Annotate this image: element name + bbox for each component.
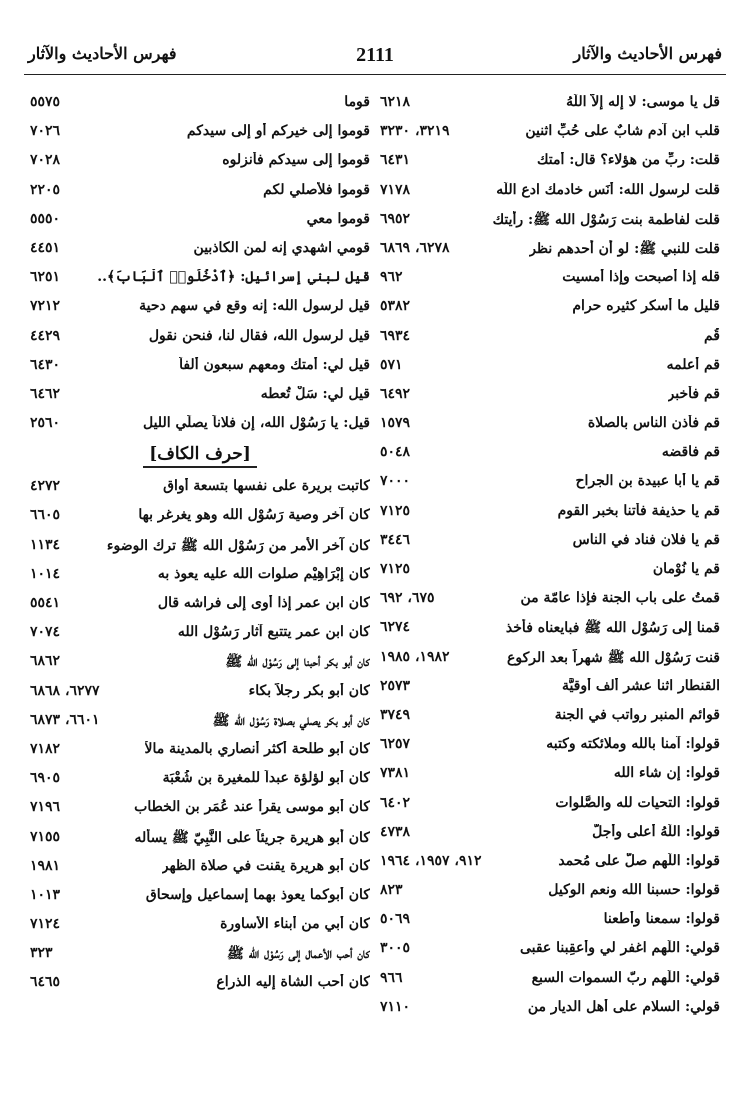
entry-text: قولوا: التحيات لله والصَّلوات [555,794,720,811]
entry-reference-number: ١٠١٤ [30,565,61,582]
entry-text: كان أبو هريرة يقنت في صلاة الظهر [161,857,370,874]
index-column-right [380,90,720,1024]
entry-reference-number: ٥٥٧٥ [30,94,61,110]
entry-text: قيل لرسول الله، فقال لنا، فنحن نقول [148,327,370,344]
index-entry [30,562,370,591]
index-entry [380,732,720,761]
entry-text: قولوا: سمعنا وأطعنا [603,911,720,928]
entry-text: كان أبو بكر رجلاً بكاء [248,682,370,699]
index-entry [380,528,720,557]
index-entry [30,503,370,532]
section-heading [30,440,370,474]
entry-text: قوموا إلى خيركم أو إلى سيدكم [186,123,370,140]
entry-text: قم يا أبا عبيدة بن الجراح [575,473,720,490]
index-entry [30,737,370,766]
index-entry [30,941,370,970]
entry-text: قُم [703,327,720,344]
entry-reference-number: ٦٢١٨ [380,94,411,110]
index-entry [30,207,370,236]
entry-reference-number: ٧١٢٤ [30,916,61,933]
section-heading-text: [حرف الكاف] [143,444,257,468]
entry-reference-number: ٥٠٦٩ [380,911,411,928]
entry-reference-number: ٣٠٠٥ [380,940,411,957]
index-entry [380,499,720,528]
entry-text: قومي اشهدي إنه لمن الكاذبين [193,239,370,256]
index-entry [30,324,370,353]
index-entry [30,236,370,265]
index-entry [30,294,370,323]
index-entry [380,207,720,236]
index-entry [380,294,720,323]
entry-text: كان أبو بكر أحبنا إلى رَسُوْل الله ﷺ [225,654,370,671]
entry-reference-number: ٦٤٣١ [380,152,411,169]
entry-text: قم فأذن الناس بالصلاة [587,415,720,432]
entry-text: كان أبو هريرة جريئاً على النَّبِيّ ﷺ يسأله [134,829,370,846]
entry-reference-number: ٢٢٠٥ [30,181,61,198]
entry-reference-number: ٤٤٢٩ [30,327,61,344]
index-entry [380,791,720,820]
entry-reference-number: ١٩٨١ [30,857,61,874]
entry-text: قنت رَسُوْل الله ﷺ شهراً بعد الركوع [507,649,720,666]
entry-reference-number: ٦٤٦٢ [30,385,61,402]
entry-reference-number: ٦٩٥٢ [380,210,411,227]
index-entry [30,679,370,708]
index-entry [30,265,370,294]
entry-reference-number: ٤٢٧٢ [30,478,61,495]
index-entry [30,90,370,119]
entry-text: قمتُ على باب الجنة فإذا عامّة من [520,590,720,607]
entry-reference-number: ٦٢٥١ [30,269,61,286]
index-entry [30,620,370,649]
entry-reference-number: ٥٥٤١ [30,595,61,611]
entry-text: كان أبي من أبناء الأساورة [220,916,370,933]
entry-reference-number: ٦٧٥، ٦٩٢ [380,590,435,607]
entry-text: قوائم المنبر رواتب في الجنة [554,706,720,723]
index-entry [380,411,720,440]
entry-text: كان آخر الأمر من رَسُوْل الله ﷺ ترك الوضوء [106,537,370,554]
entry-reference-number: ٢٥٧٣ [380,677,411,694]
entry-text: قم فاقضه [661,444,720,461]
index-entry [30,591,370,620]
entry-text: قم فأخبر [667,385,720,402]
index-entry [30,411,370,440]
entry-reference-number: ٦٢٧٧، ٦٨٦٨ [30,682,100,699]
entry-reference-number: ٧٢١٢ [30,298,61,315]
running-title-left: فهرس الأحاديث والآثار [28,44,177,63]
entry-text: قلب ابن آدم شابٌ على حُبِّ اثنين [525,123,720,140]
entry-text: قولوا: اللّهم صلّ على مُحمد [558,852,720,869]
index-entry [380,966,720,995]
entry-reference-number: ٥٠٤٨ [380,444,411,461]
entry-text: قوموا فلأصلي لكم [263,181,370,198]
entry-reference-number: ٩٦٦ [380,969,403,986]
page-header [24,38,726,75]
entry-text: قله إذا أصبحت وإذا أمسيت [562,269,720,286]
entry-reference-number: ٧١٢٥ [380,561,411,577]
entry-reference-number: ١١٣٤ [30,536,61,553]
entry-reference-number: ٣٢٣ [30,945,53,962]
entry-reference-number: ١٥٧٩ [380,415,411,432]
entry-reference-number: ٣٤٤٦ [380,531,411,548]
index-entry [30,533,370,562]
entry-reference-number: ٦٢٥٧ [380,736,411,753]
entry-text: كان أبو لؤلؤة عبداً للمغيرة بن شُعْبَة [162,770,370,787]
index-entry [30,854,370,883]
index-entry [380,761,720,790]
entry-reference-number: ٦٦٠٥ [30,507,61,524]
index-column-left [30,90,370,1000]
entry-text: القنطار اثنا عشر ألف أوقيَّة [561,677,720,694]
entry-reference-number: ٥٧١ [380,356,403,373]
entry-text: قولي: اللّهم ربّ السموات السبع [531,969,720,986]
entry-reference-number: ٧٠٠٠ [380,473,411,490]
index-entry [380,469,720,498]
entry-reference-number: ٧٠٧٤ [30,624,61,641]
entry-text: قولي: اللّهم اغفر لي وأعقِبنا عقبى [519,940,720,957]
entry-text: قولي: السلام على أهل الديار من [527,998,720,1015]
entry-text: كان أبو طلحة أكثر أنصاري بالمدينة مالاً [144,740,370,757]
index-entry [380,936,720,965]
entry-reference-number: ٧١٩٦ [30,799,61,816]
index-entry [380,178,720,207]
index-entry [380,119,720,148]
index-entry [30,795,370,824]
index-entry [380,265,720,294]
entry-text: قم يا فلان فناد في الناس [572,531,720,548]
entry-text: قولوا: إن شاء الله [613,765,720,782]
entry-text: قيل لبني إسرائيل: ﴿ٱدْخُلُوا۟ ٱلْبَابَ﴾.. [97,269,370,286]
index-entry [380,878,720,907]
index-entry [380,557,720,586]
entry-text: كان ابن عمر يتتبع آثار رَسُوْل الله [177,624,370,641]
index-entry [380,353,720,382]
entry-text: كان آخر وصية رَسُوْل الله وهو يغرغر بها [138,507,370,524]
entry-text: كان أبو موسى يقرأ عند عُمَر بن الخطاب [134,799,370,816]
entry-text: قمنا إلى رَسُوْل الله ﷺ فبايعناه فأخذ [505,620,720,637]
entry-text: كان ابن عمر إذا أوى إلى فراشه قال [157,595,370,611]
entry-reference-number: ٦٤٣٠ [30,356,61,373]
entry-text: قم يا حذيفة فأتنا بخبر القوم [557,502,720,519]
page-number: 2111 [356,44,394,66]
index-entry [380,148,720,177]
entry-text: قيل: يا رَسُوْل الله، إن فلاناً يصلِّي الليل [142,415,370,432]
entry-text: قل يا موسى: لا إله إلاّ اللّهُ [566,94,720,110]
running-title-right: فهرس الأحاديث والآثار [573,44,722,63]
entry-reference-number: ٧٠٢٨ [30,152,61,169]
index-entry [30,148,370,177]
index-entry [30,474,370,503]
entry-text: كان إبْرَاهِيْم صلوات الله عليه يعوذ به [157,565,370,582]
entry-reference-number: ٢٥٦٠ [30,415,61,432]
index-entry [380,645,720,674]
entry-text: كاتبت بريرة على نفسها بتسعة أواق [163,478,370,495]
index-entry [380,440,720,469]
entry-reference-number: ٧١٨٢ [30,740,61,757]
index-entry [30,912,370,941]
index-entry [380,995,720,1024]
entry-text: قم يا نُوْمان [652,561,720,577]
entry-text: قوموا إلى سيدكم فأنزلوه [222,152,370,169]
index-entry [380,615,720,644]
index-entry [30,825,370,854]
entry-text: قلت للنبي ﷺ: لو أن أحدهم نظر [529,240,720,257]
entry-text: كان أحب الشاة إليه الذراع [216,974,370,991]
entry-reference-number: ٤٧٣٨ [380,823,411,840]
index-entry [30,119,370,148]
index-entry [380,236,720,265]
entry-text: قولوا: آمنا بالله وملائكته وكتبه [546,736,720,753]
index-entry [380,586,720,615]
index-entry [380,324,720,353]
entry-reference-number: ٦٢٧٤ [380,619,411,636]
entry-text: قيل لي: أمتك ومعهم سبعون ألفاً [179,356,370,373]
entry-reference-number: ٦٦٠١، ٦٨٧٣ [30,711,100,728]
index-entry [30,766,370,795]
entry-text: كان أبوكما يعوذ بهما إسماعيل وإسحاق [145,886,370,903]
index-entry [380,674,720,703]
entry-reference-number: ٦٩٠٥ [30,770,61,787]
entry-reference-number: ٧٠٢٦ [30,123,61,140]
entry-text: قولوا: حسبنا الله ونعم الوكيل [548,882,720,899]
entry-reference-number: ١٠١٣ [30,886,61,903]
index-entry [380,703,720,732]
entry-reference-number: ٦٨٦٢ [30,653,61,670]
index-entry [380,90,720,119]
entry-reference-number: ٣٧٤٩ [380,706,411,723]
index-entry [380,820,720,849]
index-entry [380,382,720,411]
index-entry [30,708,370,737]
entry-reference-number: ٧١١٠ [380,998,411,1015]
entry-reference-number: ٩١٢، ١٩٥٧، ١٩٦٤ [380,852,482,869]
index-entry [380,849,720,878]
index-entry [30,649,370,678]
entry-reference-number: ٤٤٥١ [30,239,61,256]
index-entry [30,883,370,912]
entry-text: قوما [344,94,370,110]
entry-text: قولوا: اللّهُ أعلى وأجلُّ [592,823,720,840]
entry-reference-number: ٥٥٥٠ [30,210,61,227]
entry-text: قم أعلمه [666,356,720,373]
entry-text: قليل ما أسكر كثيره حرام [572,298,720,315]
entry-text: كان أبو بكر يصلي بصلاة رَسُوْل الله ﷺ [212,712,370,729]
entry-reference-number: ٧٣٨١ [380,765,411,782]
entry-reference-number: ٩٦٢ [380,269,403,286]
entry-reference-number: ٧١٥٥ [30,828,61,845]
entry-reference-number: ٧١٢٥ [380,502,411,519]
entry-text: قلت لرسول الله: أَنَس خادمك ادع اللّه [496,181,720,198]
entry-text: قيل لرسول الله: إنه وقع في سهم دحية [139,298,370,315]
entry-reference-number: ٦٤٠٢ [380,794,411,811]
entry-reference-number: ٧١٧٨ [380,181,411,198]
entry-text: قلت: ربِّ من هؤلاء؟ قال: أمتك [536,152,720,169]
entry-reference-number: ٦٤٩٢ [380,385,411,402]
entry-reference-number: ٦٤٦٥ [30,974,61,991]
index-entry [30,970,370,999]
entry-text: قلت لفاطمة بنت رَسُوْل الله ﷺ: رأيتك [492,211,720,228]
entry-text: كان أحب الأعمال إلى رَسُوْل الله ﷺ [226,946,370,963]
entry-reference-number: ٦٢٧٨، ٦٨٦٩ [380,239,450,256]
entry-reference-number: ٦٩٣٤ [380,327,411,344]
entry-text: قيل لي: سَلْ تُعطه [260,385,370,402]
entry-reference-number: ٣٢١٩، ٣٢٣٠ [380,123,450,140]
entry-reference-number: ٥٣٨٢ [380,298,411,315]
index-entry [30,178,370,207]
index-entry [30,382,370,411]
entry-reference-number: ٨٢٣ [380,882,403,899]
entry-text: قوموا معي [306,210,370,227]
index-entry [30,353,370,382]
entry-reference-number: ١٩٨٢، ١٩٨٥ [380,648,450,665]
index-entry [380,907,720,936]
